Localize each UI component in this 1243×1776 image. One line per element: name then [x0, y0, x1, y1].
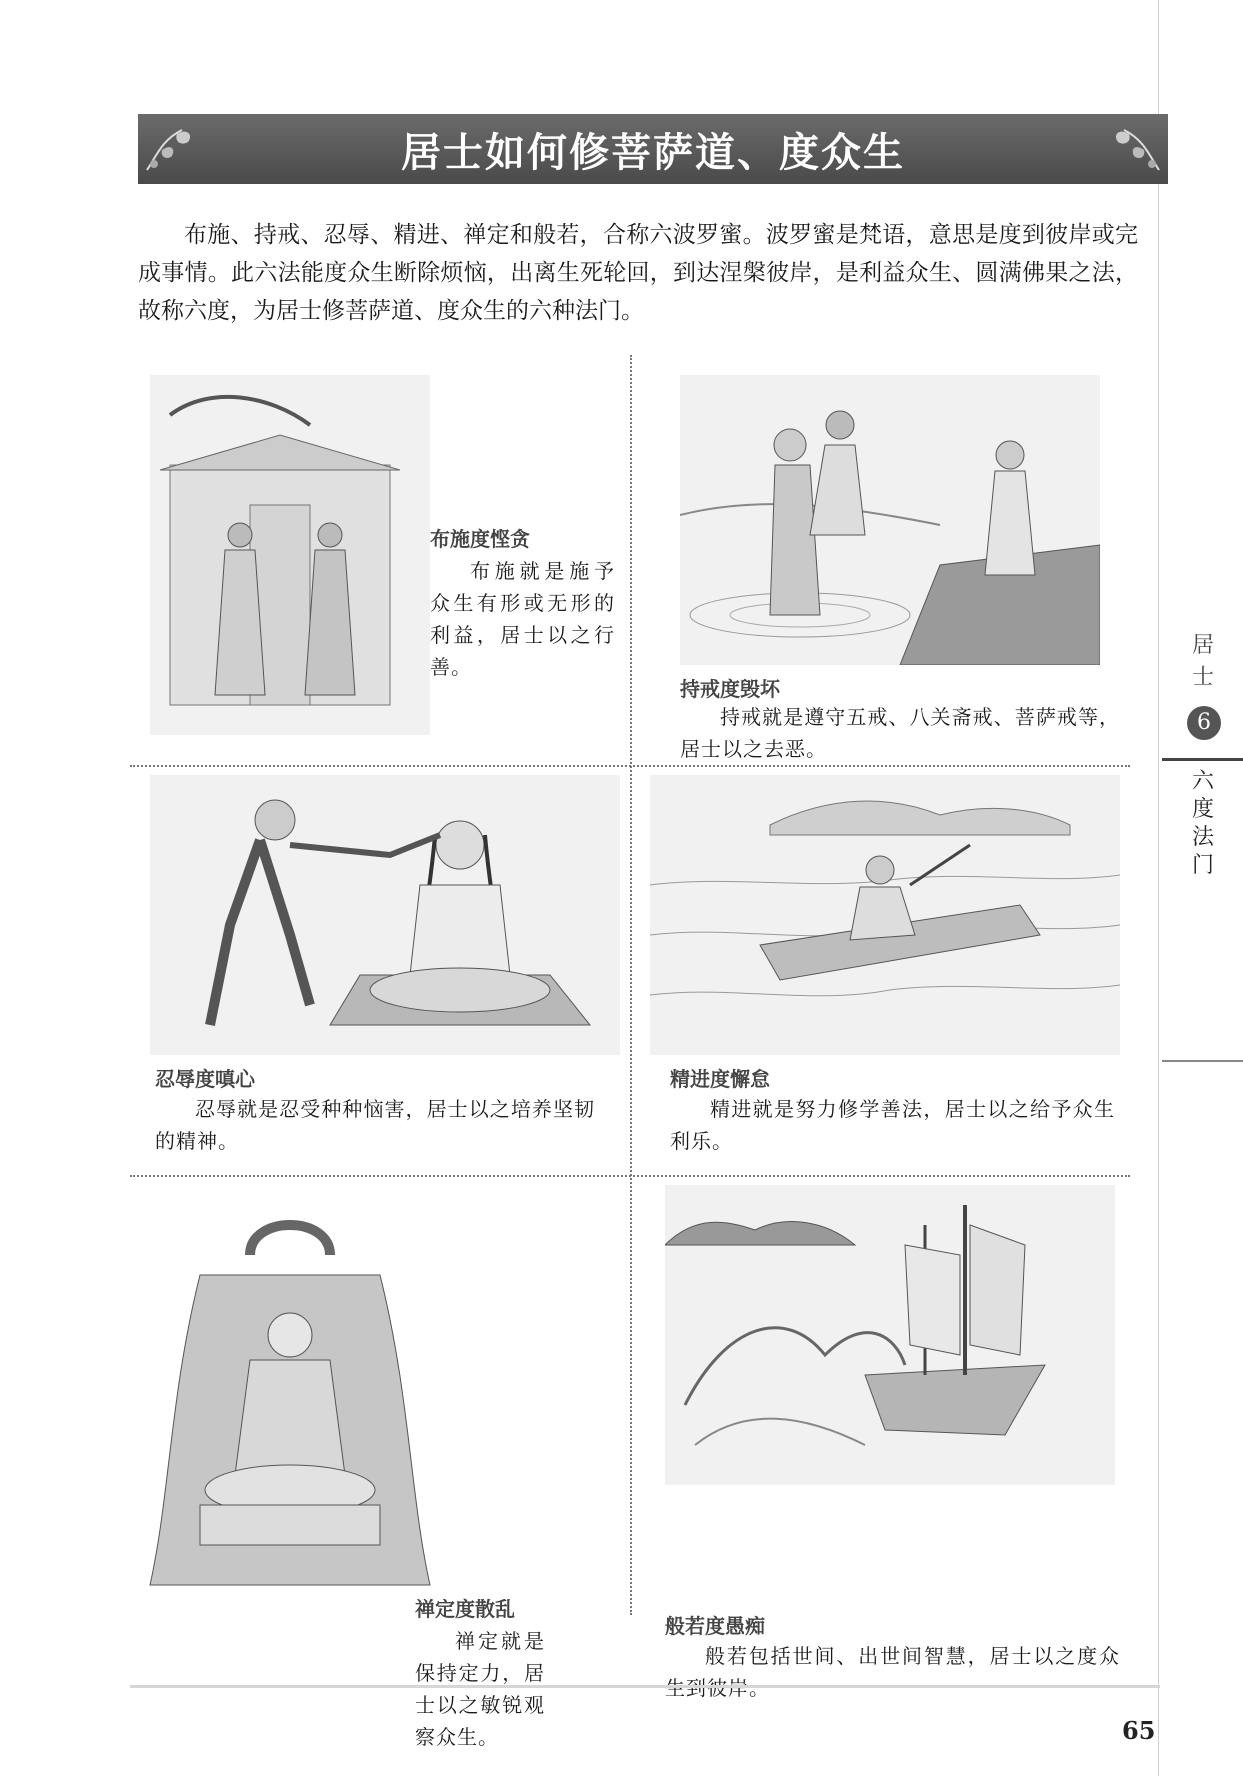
precepts-illustration: [680, 375, 1100, 665]
section-meditation: [130, 1185, 620, 1749]
vertical-divider: [630, 355, 632, 1615]
section-text: 精进就是努力修学善法，居士以之给予众生利乐。: [670, 1097, 1115, 1153]
chapter-label: 居士: [1191, 633, 1214, 690]
section-text: 禅定就是保持定力，居士以之敏锐观察众生。: [415, 1629, 545, 1749]
section-giving: [130, 355, 620, 755]
section-text: 持戒就是遵守五戒、八关斋戒、菩萨戒等，居士以之去恶。: [680, 705, 1120, 761]
tab-divider: [1162, 758, 1243, 761]
page-edge: [1158, 0, 1159, 1776]
giving-illustration: [150, 375, 430, 735]
floral-ornament-icon: [142, 120, 202, 178]
wisdom-illustration: [665, 1185, 1115, 1485]
horizontal-divider: [130, 1175, 1130, 1177]
section-text: 忍辱就是忍受种种恼害，居士以之培养坚韧的精神。: [155, 1097, 595, 1153]
chapter-number-badge: 6: [1187, 706, 1221, 740]
horizontal-divider: [130, 765, 1130, 767]
footer-rule: [130, 1685, 1160, 1688]
diligence-illustration: [650, 775, 1120, 1055]
floral-ornament-icon: [1104, 120, 1164, 178]
section-diligence: [640, 775, 1130, 1170]
page-number: 65: [1122, 1716, 1156, 1745]
section-wisdom: [640, 1185, 1130, 1700]
chapter-side-tab: [1162, 610, 1243, 1065]
section-title: 忍辱度嗔心: [155, 1067, 255, 1091]
title-banner: [138, 114, 1168, 184]
section-title: 禅定度散乱: [415, 1597, 515, 1621]
section-tab-label: 六度法门: [1191, 769, 1214, 878]
tab-divider: [1162, 1060, 1243, 1062]
section-title: 精进度懈怠: [670, 1067, 770, 1091]
six-paramitas-grid: [130, 355, 1130, 1749]
section-text: 布施就是施予众生有形或无形的利益，居士以之行善。: [430, 559, 615, 679]
page-title: 居士如何修菩萨道、度众生: [401, 129, 905, 176]
section-title: 般若度愚痴: [665, 1614, 765, 1638]
section-title: 持戒度毁坏: [680, 677, 780, 701]
section-precepts: [640, 355, 1130, 761]
section-title: 布施度悭贪: [430, 527, 530, 551]
intro-paragraph: 布施、持戒、忍辱、精进、禅定和般若，合称六波罗蜜。波罗蜜是梵语，意思是度到彼岸或完成事情。此六法能度众生断除烦恼，出离生死轮回，到达涅槃彼岸，是利益众生、圆满佛果之法，故称六度，为居士修菩萨道、度众生的六种法门。: [138, 222, 1138, 324]
meditation-illustration: [140, 1195, 440, 1605]
section-text: 般若包括世间、出世间智慧，居士以之度众生到彼岸。: [665, 1644, 1120, 1700]
section-patience: [130, 775, 620, 1170]
patience-illustration: [150, 775, 620, 1055]
